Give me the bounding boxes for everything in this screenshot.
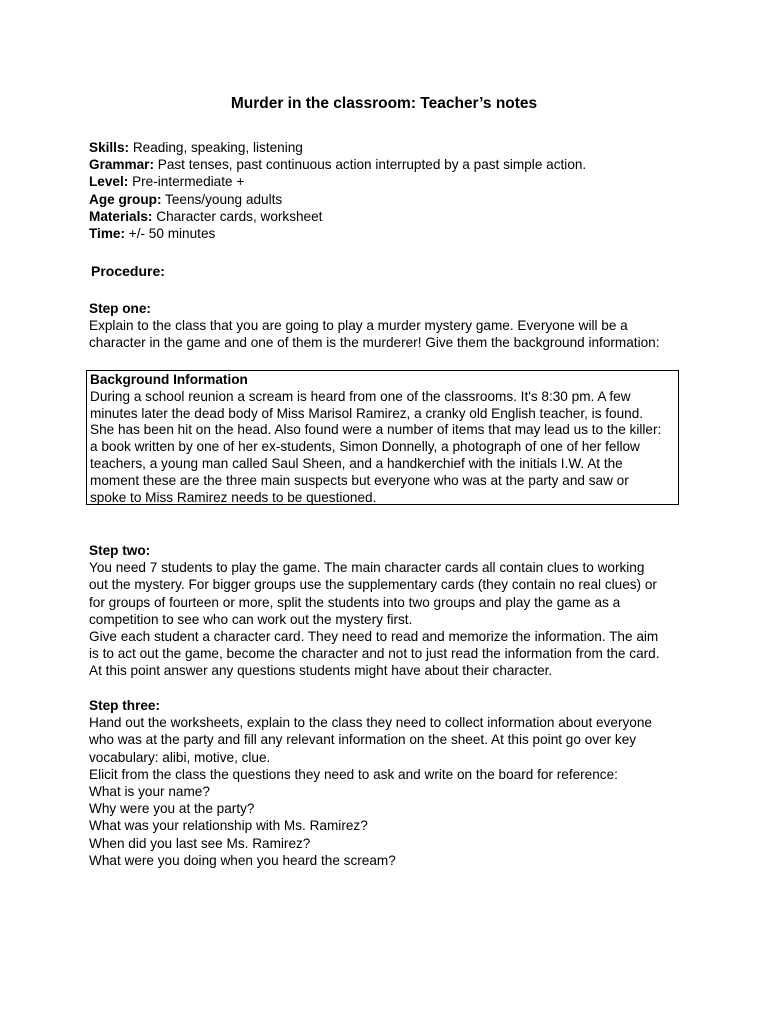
level-value: Pre-intermediate + <box>128 174 245 190</box>
step-three-text <box>89 714 689 869</box>
lesson-details <box>89 139 709 242</box>
text-line: vocabulary: alibi, motive, clue. <box>89 749 271 765</box>
age-group-value: Teens/young adults <box>161 191 283 207</box>
text-line: Hand out the worksheets, explain to the class they need to collect information about everyone <box>89 715 652 731</box>
time-label: Time: <box>89 226 126 242</box>
text-line: teachers, a young man called Saul Sheen, and a handkerchief with the initials I.W. At the <box>90 455 623 471</box>
text-line: competition to see who can work out the mystery first. <box>89 611 413 627</box>
text-line: is to act out the game, become the character and not to just read the information from the card. <box>89 646 660 662</box>
question-line: What were you doing when you heard the scream? <box>89 852 396 868</box>
text-line: out the mystery. For bigger groups use the supplementary cards (they contain no real clues) or <box>89 577 657 593</box>
text-line: You need 7 students to play the game. The main character cards all contain clues to working <box>89 560 645 576</box>
text-line: for groups of fourteen or more, split the students into two groups and play the game as a <box>89 594 621 610</box>
step-two-section <box>89 542 689 680</box>
materials-row <box>89 208 709 225</box>
text-line: moment these are the three main suspects but everyone who was at the party and saw or <box>90 472 629 488</box>
question-line: Why were you at the party? <box>89 801 255 817</box>
background-information-box <box>86 370 679 505</box>
step-two-heading: Step two: <box>89 543 151 558</box>
step-one-heading: Step one: <box>89 301 151 316</box>
step-one-text <box>89 317 689 351</box>
materials-value: Character cards, worksheet <box>152 208 323 224</box>
grammar-value: Past tenses, past continuous action interrupted by a past simple action. <box>153 157 587 173</box>
question-line: When did you last see Ms. Ramirez? <box>89 835 311 851</box>
step-two-text <box>89 559 689 679</box>
age-group-label: Age group: <box>89 191 162 207</box>
level-row <box>89 173 709 190</box>
grammar-row <box>89 156 709 173</box>
skills-value: Reading, speaking, listening <box>129 140 303 155</box>
text-line: Explain to the class that you are going to play a murder mystery game. Everyone will be a <box>89 318 628 334</box>
text-line: Give each student a character card. They need to read and memorize the information. The aim <box>89 629 659 645</box>
time-row <box>89 225 709 242</box>
question-line: What was your relationship with Ms. Ramirez? <box>89 818 368 834</box>
text-line: spoke to Miss Ramirez needs to be questioned. <box>90 489 377 505</box>
text-line: character in the game and one of them is the murderer! Give them the background information: <box>89 335 660 351</box>
background-heading: Background Information <box>90 372 248 387</box>
step-three-section <box>89 697 689 869</box>
text-line: Elicit from the class the questions they need to ask and write on the board for reference: <box>89 766 618 782</box>
age-group-row <box>89 191 709 208</box>
skills-row <box>89 139 709 156</box>
text-line: She has been hit on the head. Also found were a number of items that may lead us to the killer: <box>90 422 662 438</box>
text-line: who was at the party and fill any relevant information on the sheet. At this point go over key <box>89 732 637 748</box>
time-value: +/- 50 minutes <box>125 226 216 242</box>
step-three-heading: Step three: <box>89 698 161 713</box>
question-line: What is your name? <box>89 784 210 800</box>
skills-label: Skills: <box>89 140 130 155</box>
step-one-section <box>89 300 689 352</box>
text-line: During a school reunion a scream is heard from one of the classrooms. It's 8:30 pm. A few <box>90 388 631 404</box>
text-line: a book written by one of her ex-students, Simon Donnelly, a photograph of one of her fellow <box>90 439 640 455</box>
document-title: Murder in the classroom: Teacher’s notes <box>230 95 538 112</box>
procedure-heading: Procedure: <box>91 263 165 279</box>
text-line: At this point answer any questions students might have about their character. <box>89 663 553 679</box>
text-line: minutes later the dead body of Miss Marisol Ramirez, a cranky old English teacher, is found. <box>90 405 644 421</box>
grammar-label: Grammar: <box>89 157 154 173</box>
level-label: Level: <box>89 174 129 190</box>
materials-label: Materials: <box>89 208 153 224</box>
